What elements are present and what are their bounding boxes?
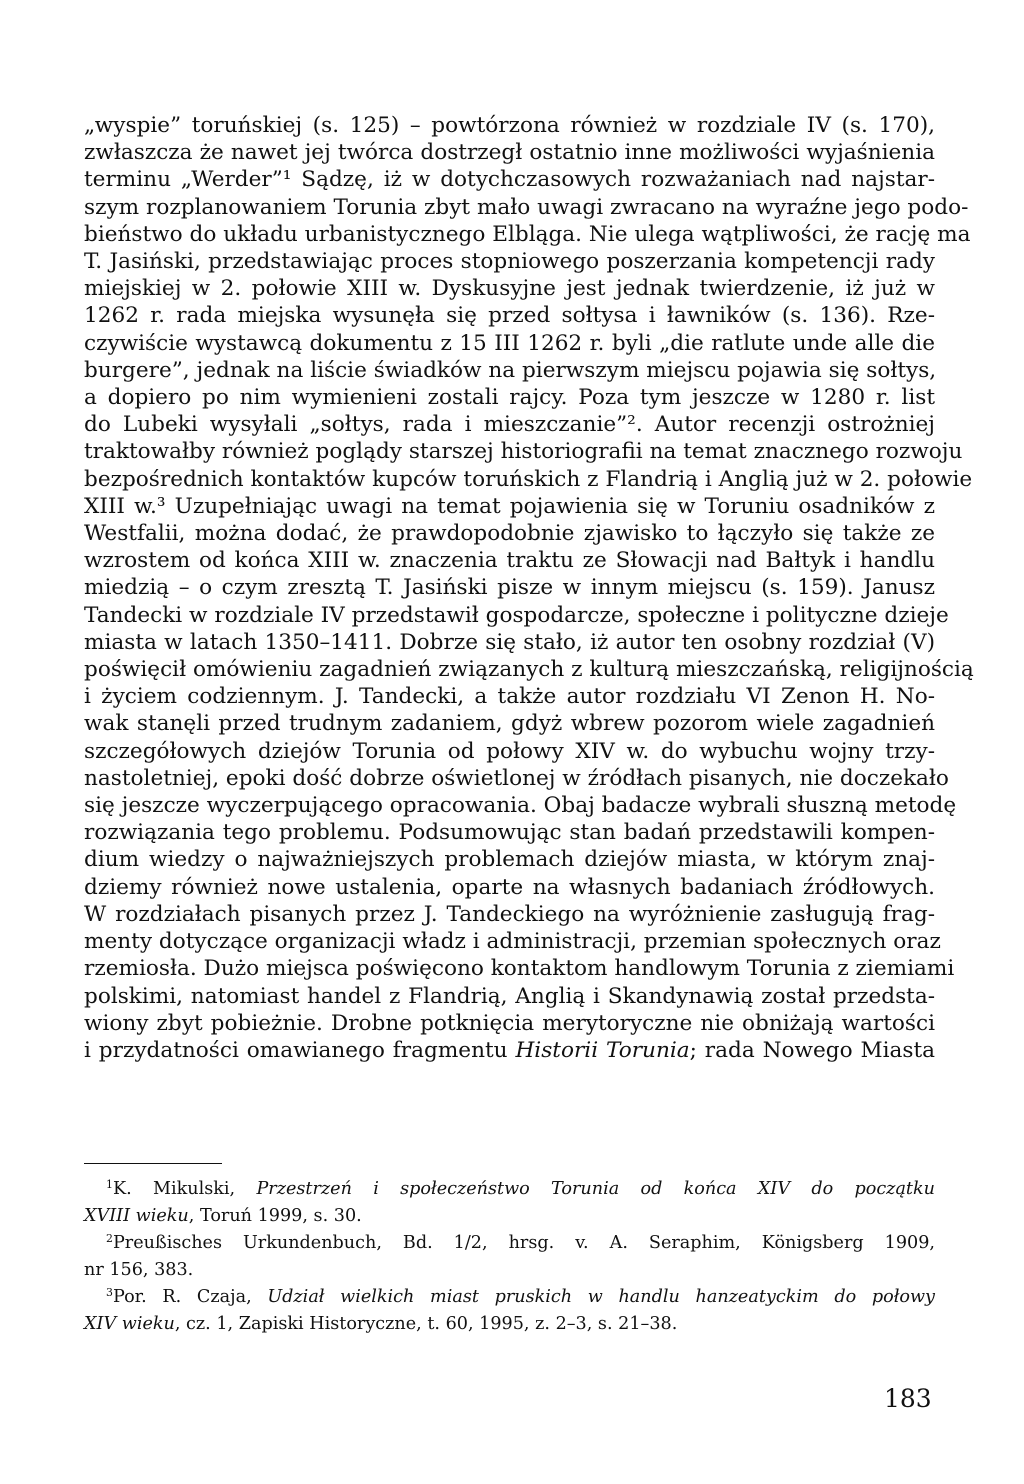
body-line: Tandecki w rozdziale IV przedstawił gospodarcze, społeczne i polityczne dzieje	[84, 602, 949, 628]
page-number: 183	[884, 1384, 932, 1413]
footnote-title: Udział wielkich miast pruskich w handlu hanzeatyckim do połowy	[267, 1287, 935, 1307]
body-line: XIII w.³ Uzupełniając uwagi na temat pojawienia się w Toruniu osadników z	[84, 493, 935, 519]
footnote-mark: 1	[106, 1178, 113, 1191]
body-text-segment: i przydatności omawianego fragmentu	[84, 1037, 516, 1063]
body-line: dziemy również nowe ustalenia, oparte na własnych badaniach źródłowych.	[84, 874, 935, 900]
footnote-text: , Toruń 1999, s. 30.	[188, 1206, 362, 1226]
footnote-text: , cz. 1, Zapiski Historyczne, t. 60, 1995, z. 2–3, s. 21–38.	[174, 1314, 678, 1334]
body-line: poświęcił omówieniu zagadnień związanych z kulturą mieszczańską, religijnością	[84, 657, 974, 683]
body-line: miedzią – o czym zresztą T. Jasiński pisze w innym miejscu (s. 159). Janusz	[84, 575, 935, 601]
body-line: szczegółowych dziejów Torunia od połowy XIV w. do wybuchu wojny trzy-	[84, 738, 935, 764]
body-line: 1262 r. rada miejska wysunęła się przed sołtysa i ławników (s. 136). Rze-	[84, 303, 935, 329]
body-text	[84, 112, 974, 1064]
body-line: bieństwo do układu urbanistycznego Elbląga. Nie ulega wątpliwości, że rację ma	[84, 221, 971, 247]
footnote-1-cont	[84, 1203, 935, 1230]
body-line: dium wiedzy o najważniejszych problemach dziejów miasta, w którym znaj-	[84, 847, 935, 873]
footnote-separator	[84, 1163, 222, 1164]
body-line: wiony zbyt pobieżnie. Drobne potknięcia merytoryczne nie obniżają wartości	[84, 1010, 935, 1036]
body-line: bezpośrednich kontaktów kupców toruńskich z Flandrią i Anglią już w 2. połowie	[84, 466, 973, 492]
body-line: traktowałby również poglądy starszej historiografii na temat znacznego rozwoju	[84, 439, 963, 465]
body-line: się jeszcze wyczerpującego opracowania. Obaj badacze wybrali słuszną metodę	[84, 793, 957, 819]
body-line: szym rozplanowaniem Torunia zbyt mało uwagi zwracano na wyraźne jego podo-	[84, 194, 969, 220]
body-line	[84, 1037, 935, 1064]
footnote-text: Preußisches Urkundenbuch, Bd. 1/2, hrsg. v. A. Seraphim, Königsberg 1909,	[112, 1233, 935, 1253]
footnotes	[84, 1176, 935, 1338]
body-line: i życiem codziennym. J. Tandecki, a także autor rozdziału VI Zenon H. No-	[84, 684, 935, 710]
body-line: miasta w latach 1350–1411. Dobrze się stało, iż autor ten osobny rozdział (V)	[84, 629, 935, 655]
footnote-title: XVIII wieku	[84, 1206, 189, 1226]
body-line: wak stanęli przed trudnym zadaniem, gdyż wbrew pozorom wiele zagadnień	[84, 711, 935, 737]
body-line: rozwiązania tego problemu. Podsumowując stan badań przedstawili kompen-	[84, 820, 935, 846]
body-line: Westfalii, można dodać, że prawdopodobnie zjawisko to łączyło się także ze	[84, 521, 935, 547]
body-line: menty dotyczące organizacji władz i administracji, przemian społecznych oraz	[84, 929, 941, 955]
footnote-text: Por. R. Czaja,	[112, 1287, 268, 1307]
footnote-title: Przestrzeń i społeczeństwo Torunia od końca XIV do początku	[256, 1179, 935, 1199]
body-line: burgere”, jednak na liście świadków na pierwszym miejscu pojawia się sołtys,	[84, 357, 937, 383]
footnote-3-cont	[84, 1311, 935, 1338]
footnote-text: K. Mikulski,	[112, 1179, 257, 1199]
body-line: polskimi, natomiast handel z Flandrią, Anglią i Skandynawią został przedsta-	[84, 983, 935, 1009]
book-title: Historii Torunia	[515, 1037, 690, 1063]
body-line: a dopiero po nim wymienieni zostali rajcy. Poza tym jeszcze w 1280 r. list	[84, 385, 935, 411]
footnote-mark: 2	[106, 1232, 113, 1245]
footnote-1	[84, 1176, 935, 1203]
footnote-title: XIV wieku	[84, 1314, 175, 1334]
body-line: zwłaszcza że nawet jej twórca dostrzegł ostatnio inne możliwości wyjaśnienia	[84, 140, 935, 166]
body-line: rzemiosła. Dużo miejsca poświęcono kontaktom handlowym Torunia z ziemiami	[84, 956, 955, 982]
body-line: „wyspie” toruńskiej (s. 125) – powtórzona również w rozdziale IV (s. 170),	[84, 113, 935, 138]
page-body	[84, 112, 974, 1064]
body-line: W rozdziałach pisanych przez J. Tandeckiego na wyróżnienie zasługują frag-	[84, 901, 935, 927]
body-text-segment: ; rada Nowego Miasta	[689, 1037, 935, 1063]
body-line: T. Jasiński, przedstawiając proces stopniowego poszerzania kompetencji rady	[84, 249, 935, 275]
footnote-mark: 3	[106, 1286, 113, 1299]
body-line: wzrostem od końca XIII w. znaczenia traktu ze Słowacji nad Bałtyk i handlu	[84, 548, 935, 574]
footnote-3	[84, 1284, 935, 1311]
footnote-text: nr 156, 383.	[84, 1260, 194, 1280]
body-line: czywiście wystawcą dokumentu z 15 III 1262 r. byli „die ratlute unde alle die	[84, 330, 935, 356]
body-line: do Lubeki wysyłali „sołtys, rada i mieszczanie”². Autor recenzji ostrożniej	[84, 412, 935, 438]
body-line: miejskiej w 2. połowie XIII w. Dyskusyjne jest jednak twierdzenie, iż już w	[84, 276, 935, 302]
body-line: nastoletniej, epoki dość dobrze oświetlonej w źródłach pisanych, nie doczekało	[84, 765, 949, 791]
footnote-2	[84, 1230, 935, 1257]
footnote-2-cont	[84, 1257, 935, 1284]
body-line: terminu „Werder”¹ Sądzę, iż w dotychczasowych rozważaniach nad najstar-	[84, 167, 935, 193]
